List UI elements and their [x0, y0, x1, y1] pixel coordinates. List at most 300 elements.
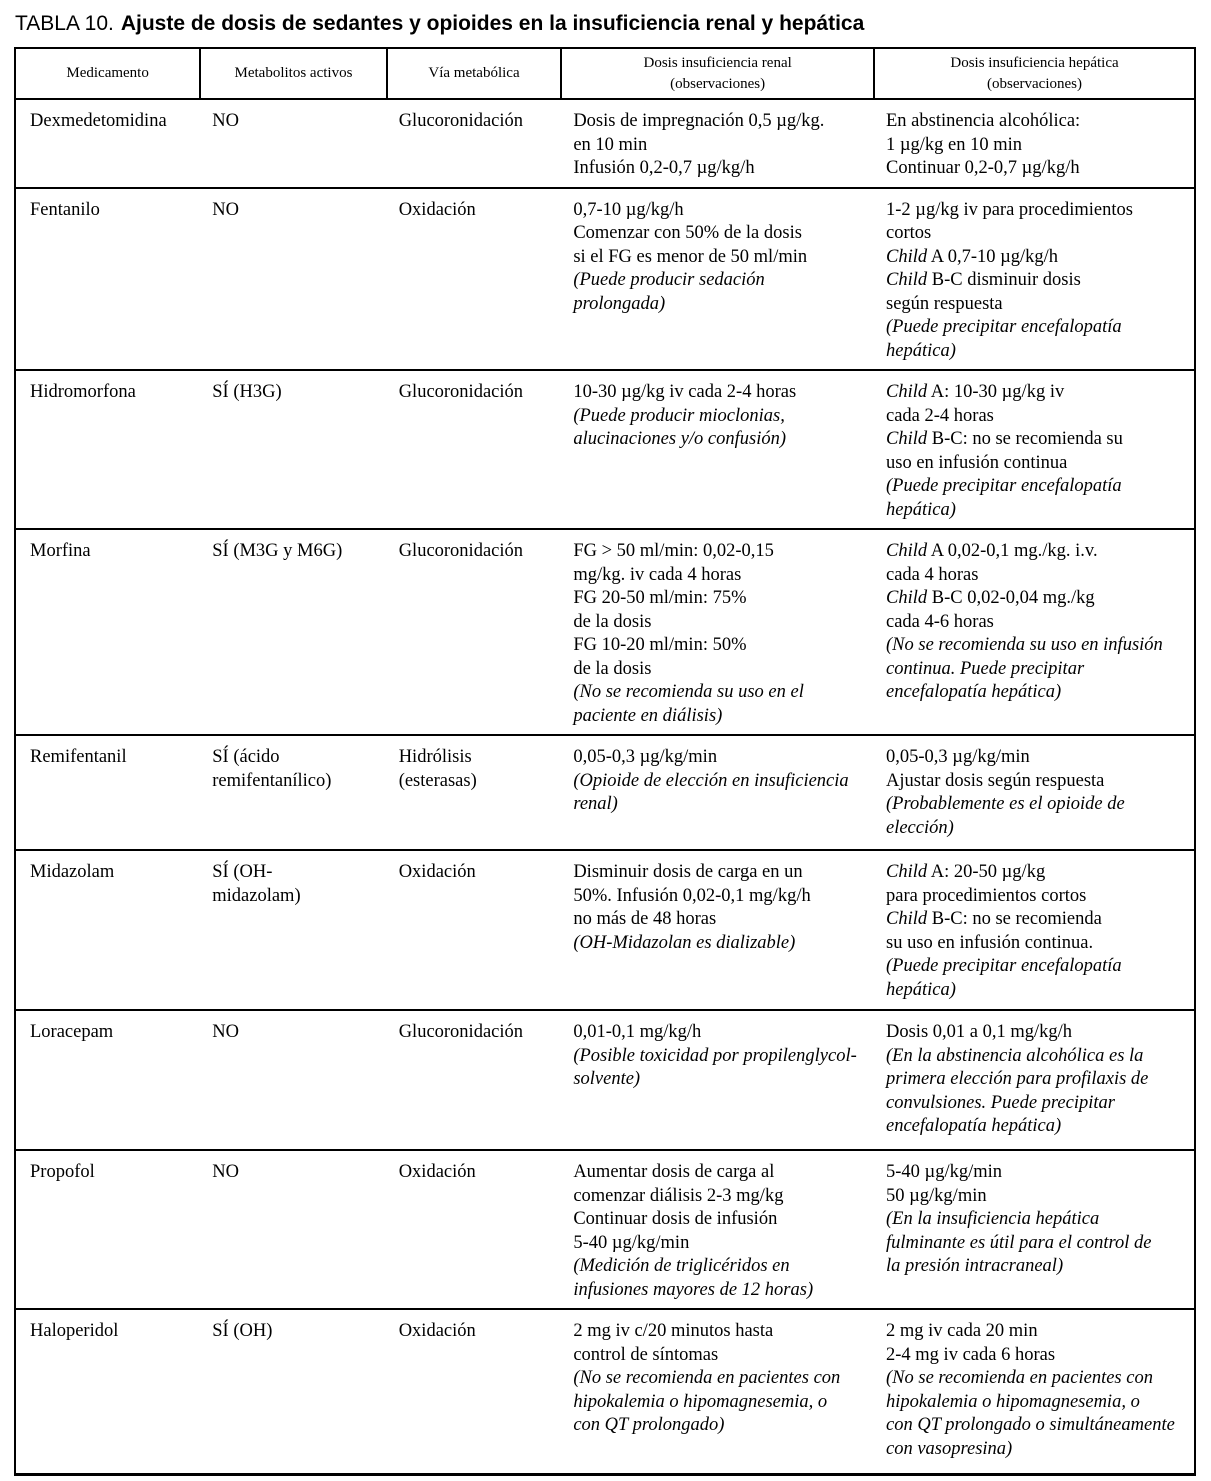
cell-line — [886, 316, 1189, 340]
cell-renal — [561, 735, 874, 850]
cell-line — [399, 381, 557, 405]
cell-line — [886, 269, 1189, 293]
italic-text: encefalopatía hepática) — [886, 682, 1062, 703]
italic-text: con QT prolongado) — [573, 1415, 725, 1436]
cell-line — [573, 658, 869, 682]
cell-line — [573, 199, 869, 223]
italic-text: (Puede precipitar encefalopatía — [886, 476, 1122, 497]
text: 50 µg/kg/min — [886, 1185, 987, 1206]
italic-text: fulminante es útil para el control de — [886, 1232, 1152, 1253]
cell-line — [886, 340, 1189, 364]
cell-line — [573, 793, 869, 817]
cell-line — [886, 222, 1189, 246]
cell-line — [212, 861, 381, 885]
cell-hepatic — [874, 188, 1195, 371]
text: Midazolam — [30, 862, 115, 883]
table-row — [15, 370, 1195, 529]
cell-line — [886, 1021, 1189, 1045]
cell-line — [30, 381, 195, 405]
cell-line — [212, 540, 381, 564]
cell-line — [886, 293, 1189, 317]
dosage-table — [14, 47, 1196, 1476]
cell-line — [573, 157, 869, 181]
cell-line — [573, 861, 869, 885]
table-title-text: Ajuste de dosis de sedantes y opioides en la insuficiencia renal y hepática — [120, 12, 865, 35]
cell-line — [30, 1161, 195, 1185]
text: 1 µg/kg en 10 min — [886, 134, 1023, 155]
cell-line — [886, 932, 1189, 956]
cell-line — [886, 979, 1189, 1003]
cell-line — [886, 134, 1189, 158]
cell-line — [30, 199, 195, 223]
table-body — [15, 99, 1195, 1474]
cell-line — [886, 1438, 1189, 1462]
cell-line — [212, 1021, 381, 1045]
cell-renal — [561, 188, 874, 371]
cell-drug — [15, 370, 200, 529]
cell-line — [573, 222, 869, 246]
text: Ajustar dosis según respuesta — [886, 770, 1105, 791]
cell-drug — [15, 529, 200, 735]
cell-pathway — [387, 370, 562, 529]
italic-text: (No se recomienda su uso en infusión — [886, 635, 1163, 656]
italic-text: solvente) — [573, 1069, 641, 1090]
cell-line — [886, 1115, 1189, 1139]
cell-hepatic — [874, 529, 1195, 735]
italic-text: (Opioide de elección en insuficiencia — [573, 770, 849, 791]
text: Continuar dosis de infusión — [573, 1209, 778, 1230]
cell-pathway — [387, 1309, 562, 1474]
text: su uso en infusión continua. — [886, 932, 1094, 953]
text: B-C: no se recomienda — [927, 909, 1102, 930]
cell-line — [886, 587, 1189, 611]
text: Dosis 0,01 a 0,1 mg/kg/h — [886, 1022, 1073, 1043]
cell-line — [886, 1092, 1189, 1116]
column-header-metabolites — [200, 48, 386, 99]
cell-hepatic — [874, 1309, 1195, 1474]
cell-renal — [561, 529, 874, 735]
cell-line — [886, 681, 1189, 705]
text: 0,05-0,3 µg/kg/min — [573, 747, 718, 768]
text: SÍ (OH- — [212, 862, 273, 883]
cell-drug — [15, 850, 200, 1010]
cell-line — [886, 908, 1189, 932]
cell-line — [573, 405, 869, 429]
cell-line — [399, 861, 557, 885]
cell-drug — [15, 735, 200, 850]
cell-line — [886, 634, 1189, 658]
text: 0,7-10 µg/kg/h — [573, 199, 684, 220]
table-title-prefix: TABLA 10. — [15, 12, 114, 35]
header-row — [15, 48, 1195, 99]
text: Glucoronidación — [398, 541, 524, 562]
italic-text: Child — [886, 588, 928, 609]
cell-line — [212, 381, 381, 405]
cell-line — [886, 110, 1189, 134]
italic-text: (No se recomienda en pacientes con — [573, 1368, 841, 1389]
cell-pathway — [387, 188, 562, 371]
table-row — [15, 735, 1195, 850]
table-title — [15, 12, 1196, 36]
italic-text: (Puede producir mioclonias, — [573, 405, 785, 426]
cell-line — [573, 770, 869, 794]
table-row — [15, 1150, 1195, 1309]
text: mg/kg. iv cada 4 horas — [573, 564, 742, 585]
text: NO — [212, 1022, 239, 1043]
text: NO — [212, 199, 239, 220]
italic-text: (En la insuficiencia hepática — [886, 1209, 1100, 1230]
text: SÍ (M3G y M6G) — [212, 541, 343, 562]
italic-text: con vasopresina) — [886, 1438, 1013, 1459]
cell-line — [886, 475, 1189, 499]
column-header-line: (observaciones) — [987, 75, 1082, 92]
cell-line — [399, 199, 557, 223]
cell-line — [886, 1367, 1189, 1391]
cell-hepatic — [874, 735, 1195, 850]
text: cada 2-4 horas — [886, 405, 994, 426]
cell-hepatic — [874, 1150, 1195, 1309]
cell-line — [30, 1320, 195, 1344]
italic-text: Child — [886, 270, 928, 291]
italic-text: con QT prolongado o simultáneamente — [886, 1415, 1175, 1436]
italic-text: (Puede precipitar encefalopatía — [886, 317, 1122, 338]
text: remifentanílico) — [212, 770, 332, 791]
text: SÍ (H3G) — [212, 382, 282, 403]
cell-line — [573, 110, 869, 134]
text: B-C: no se recomienda su — [927, 429, 1123, 450]
italic-text: continua. Puede precipitar — [886, 658, 1085, 679]
cell-line — [886, 770, 1189, 794]
text: 0,05-0,3 µg/kg/min — [886, 747, 1030, 768]
cell-line — [573, 746, 869, 770]
text: para procedimientos cortos — [886, 885, 1087, 906]
cell-line — [886, 1045, 1189, 1069]
cell-metabolites — [200, 850, 386, 1010]
cell-renal — [561, 1010, 874, 1150]
cell-hepatic — [874, 370, 1195, 529]
table-row — [15, 529, 1195, 735]
cell-pathway — [387, 1010, 562, 1150]
text: de la dosis — [573, 658, 652, 679]
cell-metabolites — [200, 99, 386, 188]
italic-text: hepática) — [886, 340, 956, 361]
cell-line — [573, 705, 869, 729]
cell-metabolites — [200, 1309, 386, 1474]
text: Glucoronidación — [398, 1022, 524, 1043]
italic-text: Child — [886, 862, 928, 883]
cell-pathway — [387, 1150, 562, 1309]
table-row — [15, 1309, 1195, 1474]
text: B-C 0,02-0,04 mg./kg — [927, 588, 1095, 609]
cell-line — [212, 199, 381, 223]
cell-line — [886, 452, 1189, 476]
column-header-renal — [561, 48, 874, 99]
table-row — [15, 188, 1195, 371]
italic-text: Child — [886, 541, 928, 562]
italic-text: encefalopatía hepática) — [886, 1116, 1062, 1137]
text: Oxidación — [398, 199, 476, 220]
italic-text: (Puede producir sedación — [573, 270, 765, 291]
cell-line — [30, 746, 195, 770]
italic-text: (En la abstinencia alcohólica es la — [886, 1045, 1144, 1066]
cell-drug — [15, 188, 200, 371]
italic-text: paciente en diálisis) — [573, 705, 723, 726]
text: uso en infusión continua — [886, 452, 1068, 473]
cell-line — [573, 1021, 869, 1045]
cell-line — [886, 199, 1189, 223]
text: 50%. Infusión 0,02-0,1 mg/kg/h — [573, 885, 811, 906]
text: 2-4 mg iv cada 6 horas — [886, 1344, 1056, 1365]
text: Remifentanil — [30, 747, 127, 768]
cell-pathway — [387, 850, 562, 1010]
column-header-line: (observaciones) — [670, 75, 766, 92]
cell-line — [212, 885, 381, 909]
cell-pathway — [387, 529, 562, 735]
cell-metabolites — [200, 188, 386, 371]
cell-line — [573, 381, 869, 405]
cell-line — [886, 499, 1189, 523]
table-row — [15, 850, 1195, 1010]
text: Haloperidol — [30, 1321, 119, 1342]
text: FG 20-50 ml/min: 75% — [573, 588, 747, 609]
italic-text: alucinaciones y/o confusión) — [573, 429, 787, 450]
cell-drug — [15, 1010, 200, 1150]
cell-line — [886, 658, 1189, 682]
text: cada 4-6 horas — [886, 611, 994, 632]
text: Oxidación — [398, 1162, 476, 1183]
cell-line — [886, 405, 1189, 429]
cell-line — [30, 540, 195, 564]
cell-line — [886, 1185, 1189, 1209]
cell-line — [886, 861, 1189, 885]
italic-text: (Posible toxicidad por propilenglycol- — [573, 1045, 857, 1066]
cell-line — [573, 134, 869, 158]
text: si el FG es menor de 50 ml/min — [573, 246, 808, 267]
cell-renal — [561, 1150, 874, 1309]
cell-line — [886, 885, 1189, 909]
text: NO — [212, 111, 239, 132]
text: 2 mg iv cada 20 min — [886, 1321, 1038, 1342]
cell-line — [573, 1232, 869, 1256]
italic-text: Child — [886, 246, 928, 267]
text: Glucoronidación — [398, 382, 524, 403]
text: midazolam) — [212, 885, 301, 906]
cell-drug — [15, 99, 200, 188]
text: en 10 min — [573, 134, 648, 155]
text: Oxidación — [398, 1321, 476, 1342]
text: (esterasas) — [398, 770, 477, 791]
cell-line — [30, 110, 195, 134]
cell-line — [399, 1320, 557, 1344]
text: Propofol — [30, 1162, 95, 1183]
cell-line — [573, 564, 869, 588]
text: 10-30 µg/kg iv cada 2-4 horas — [573, 382, 797, 403]
text: Morfina — [30, 541, 91, 562]
cell-line — [573, 1068, 869, 1092]
cell-pathway — [387, 99, 562, 188]
cell-line — [573, 1185, 869, 1209]
cell-line — [886, 746, 1189, 770]
cell-line — [886, 1320, 1189, 1344]
cell-line — [886, 955, 1189, 979]
table-row — [15, 99, 1195, 188]
cell-metabolites — [200, 735, 386, 850]
text: FG > 50 ml/min: 0,02-0,15 — [573, 541, 774, 562]
italic-text: (Probablemente es el opioide de — [886, 794, 1125, 815]
cell-line — [573, 293, 869, 317]
italic-text: hipokalemia o hipomagnesemia, o — [573, 1391, 828, 1412]
italic-text: hipokalemia o hipomagnesemia, o — [886, 1391, 1140, 1412]
text: Hidrólisis — [398, 747, 472, 768]
text: Dexmedetomidina — [30, 111, 167, 132]
cell-line — [573, 1320, 869, 1344]
cell-renal — [561, 370, 874, 529]
text: según respuesta — [886, 293, 1003, 314]
italic-text: (No se recomienda su uso en el — [573, 682, 804, 703]
cell-line — [399, 746, 557, 770]
text: Aumentar dosis de carga al — [573, 1162, 775, 1183]
cell-metabolites — [200, 1150, 386, 1309]
italic-text: (No se recomienda en pacientes con — [886, 1368, 1153, 1389]
text: A 0,7-10 µg/kg/h — [927, 246, 1059, 267]
cell-line — [886, 1391, 1189, 1415]
cell-line — [399, 110, 557, 134]
italic-text: Child — [886, 382, 928, 403]
text: 1-2 µg/kg iv para procedimientos — [886, 199, 1133, 220]
cell-renal — [561, 1309, 874, 1474]
cell-line — [573, 1208, 869, 1232]
text: 5-40 µg/kg/min — [573, 1232, 690, 1253]
text: B-C disminuir dosis — [927, 270, 1081, 291]
cell-line — [573, 885, 869, 909]
column-header-pathway — [387, 48, 562, 99]
italic-text: elección) — [886, 817, 954, 838]
text: 0,01-0,1 mg/kg/h — [573, 1022, 702, 1043]
cell-line — [573, 634, 869, 658]
cell-line — [212, 1161, 381, 1185]
cell-line — [399, 1161, 557, 1185]
cell-renal — [561, 850, 874, 1010]
cell-line — [399, 540, 557, 564]
cell-line — [886, 157, 1189, 181]
text: Hidromorfona — [30, 382, 136, 403]
cell-line — [886, 611, 1189, 635]
italic-text: Child — [886, 429, 928, 450]
italic-text: la presión intracraneal) — [886, 1256, 1064, 1277]
cell-hepatic — [874, 99, 1195, 188]
text: FG 10-20 ml/min: 50% — [573, 635, 747, 656]
cell-line — [886, 1208, 1189, 1232]
text: control de síntomas — [573, 1344, 719, 1365]
text: Loracepam — [30, 1022, 114, 1043]
text: SÍ (ácido — [212, 747, 280, 768]
text: cortos — [886, 223, 932, 244]
cell-line — [573, 428, 869, 452]
italic-text: Child — [886, 909, 928, 930]
italic-text: hepática) — [886, 499, 956, 520]
text: no más de 48 horas — [573, 909, 717, 930]
cell-line — [573, 908, 869, 932]
cell-line — [573, 1161, 869, 1185]
text: Continuar 0,2-0,7 µg/kg/h — [886, 158, 1080, 179]
italic-text: (OH-Midazolan es dializable) — [573, 932, 796, 953]
italic-text: (Puede precipitar encefalopatía — [886, 956, 1122, 977]
italic-text: convulsiones. Puede precipitar — [886, 1092, 1115, 1113]
cell-line — [886, 246, 1189, 270]
text: Comenzar con 50% de la dosis — [573, 223, 802, 244]
cell-line — [573, 1279, 869, 1303]
text: Disminuir dosis de carga en un — [573, 862, 803, 883]
cell-line — [573, 1367, 869, 1391]
cell-line — [212, 110, 381, 134]
text: 2 mg iv c/20 minutos hasta — [573, 1321, 774, 1342]
cell-line — [212, 746, 381, 770]
text: En abstinencia alcohólica: — [886, 111, 1081, 132]
italic-text: infusiones mayores de 12 horas) — [573, 1279, 814, 1300]
text: NO — [212, 1162, 239, 1183]
cell-line — [886, 1232, 1189, 1256]
cell-line — [886, 428, 1189, 452]
cell-line — [886, 793, 1189, 817]
column-header-drug — [15, 48, 200, 99]
table-row — [15, 1010, 1195, 1150]
cell-line — [886, 1255, 1189, 1279]
cell-line — [30, 1021, 195, 1045]
italic-text: hepática) — [886, 979, 956, 1000]
cell-drug — [15, 1150, 200, 1309]
cell-line — [886, 1161, 1189, 1185]
column-header-line: Dosis insuficiencia renal — [643, 55, 792, 71]
text: comenzar diálisis 2-3 mg/kg — [573, 1185, 784, 1206]
cell-line — [399, 1021, 557, 1045]
text: de la dosis — [573, 611, 652, 632]
table-header — [15, 48, 1195, 99]
italic-text: prolongada) — [573, 293, 666, 314]
column-header-line: Metabolitos activos — [234, 65, 353, 82]
italic-text: renal) — [573, 794, 618, 815]
cell-metabolites — [200, 1010, 386, 1150]
text: A 0,02-0,1 mg./kg. i.v. — [927, 541, 1098, 562]
cell-line — [573, 681, 869, 705]
column-header-line: Dosis insuficiencia hepática — [950, 55, 1119, 71]
cell-line — [573, 269, 869, 293]
cell-line — [886, 540, 1189, 564]
cell-line — [573, 1414, 869, 1438]
text: Oxidación — [398, 862, 476, 883]
cell-line — [886, 564, 1189, 588]
text: Glucoronidación — [398, 111, 524, 132]
cell-pathway — [387, 735, 562, 850]
cell-line — [886, 381, 1189, 405]
cell-line — [886, 1344, 1189, 1368]
cell-hepatic — [874, 850, 1195, 1010]
cell-line — [886, 1414, 1189, 1438]
cell-line — [573, 587, 869, 611]
cell-line — [212, 770, 381, 794]
text: cada 4 horas — [886, 564, 979, 585]
text: Dosis de impregnación 0,5 µg/kg. — [573, 111, 825, 132]
column-header-line: Medicamento — [66, 65, 149, 82]
cell-line — [886, 1068, 1189, 1092]
text: 5-40 µg/kg/min — [886, 1162, 1003, 1183]
text: A: 20-50 µg/kg — [927, 862, 1046, 883]
cell-metabolites — [200, 370, 386, 529]
cell-line — [399, 770, 557, 794]
text: A: 10-30 µg/kg iv — [927, 382, 1065, 403]
cell-renal — [561, 99, 874, 188]
cell-drug — [15, 1309, 200, 1474]
cell-line — [573, 1391, 869, 1415]
